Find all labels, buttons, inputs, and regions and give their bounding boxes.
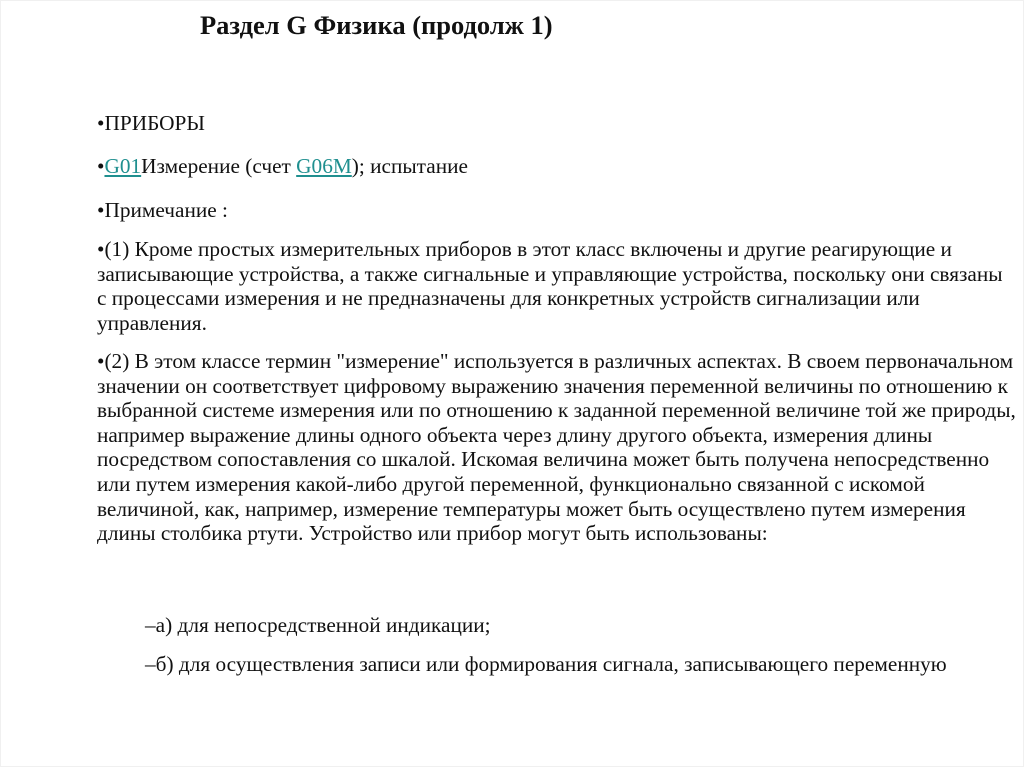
note-2: • (2) В этом классе термин "измерение" используется в различных аспектах. В своем первоначальном значении он соответствует цифровому выражению значения переменной величины по отношению к выбранной системе измерения или по отношению к заданной переменной величине той же природы, например выражение длины одного объекта через длину другого объекта, измерения длины посредством сопоставления со шкалой. Искомая величина может быть получена непосредственно или путем измерения какой-либо другой переменной, функционально связанной с искомой величиной, как, например, измерение температуры может быть осуществлено путем измерения длины столбика ртути. Устройство или прибор могут быть использованы: (97, 349, 1021, 546)
subitem-a: –а) для непосредственной индикации; (145, 613, 491, 637)
subitem-b: –б) для осуществления записи или формирования сигнала, записывающего переменную (145, 652, 947, 676)
link-g01[interactable]: G01 (104, 154, 142, 178)
link-g06m[interactable]: G06M (296, 154, 352, 178)
note-1: • (1) Кроме простых измерительных приборов в этот класс включены и другие реагирующие и записывающие устройства, а также сигнальные и управляющие устройства, поскольку они связаны с процессами измерения и не предназначены для конкретных устройств сигнализации или управления. (97, 237, 1007, 335)
slide-title: Раздел G Физика (продолж 1) (200, 10, 553, 40)
class-title-text: Измерение (счет (141, 154, 297, 178)
heading-instruments: • ПРИБОРЫ (97, 111, 205, 136)
note-label: • Примечание : (97, 198, 228, 223)
class-line-g01: • G01Измерение (счет G06M); испытание (97, 154, 468, 179)
